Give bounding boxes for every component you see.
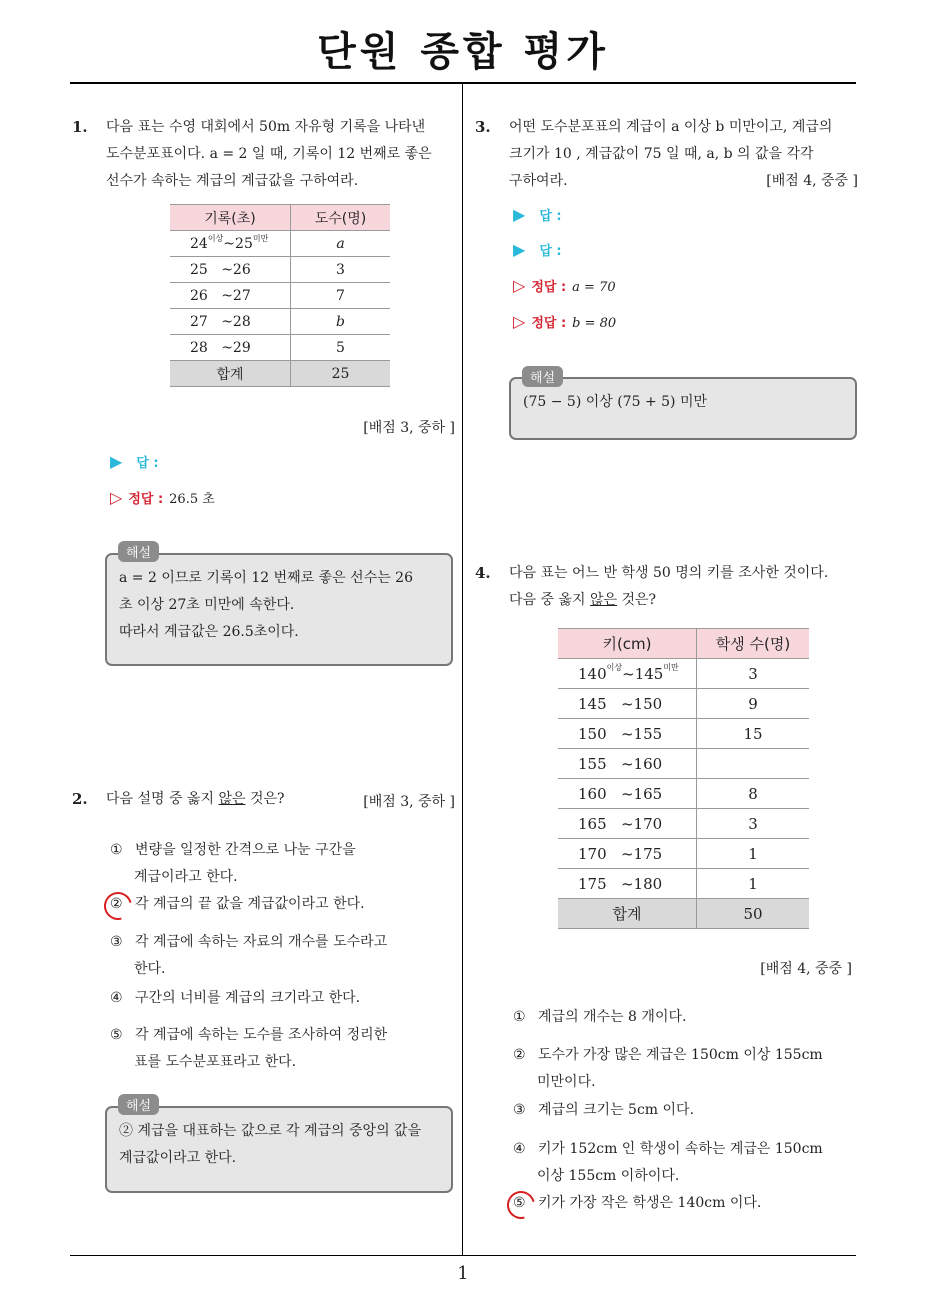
option-text: 계급의 개수는 8 개이다. bbox=[538, 1009, 687, 1025]
q1-text bbox=[106, 114, 451, 195]
q4-text-l2-end: 것은? bbox=[617, 592, 657, 608]
table-row bbox=[170, 283, 390, 309]
q3-number: 3. bbox=[475, 118, 491, 136]
frequency-cell: 8 bbox=[697, 779, 810, 809]
interval-to: 155 bbox=[633, 724, 663, 743]
frequency-cell: a bbox=[291, 231, 391, 257]
q2-explain-line2: 계급값이라고 한다. bbox=[119, 1150, 237, 1166]
q4-text bbox=[509, 560, 859, 614]
q1-table-header-record: 기록(초) bbox=[170, 205, 291, 231]
q1-correct-label: 정답 : bbox=[128, 492, 164, 507]
interval-to: 27 bbox=[232, 287, 251, 304]
q3-text-line3: 구하여라. bbox=[509, 173, 568, 189]
q4-points: [배점 4, 중중 ] bbox=[760, 961, 852, 977]
option-mark: ② bbox=[110, 896, 123, 912]
correct-arrow-icon: ▷ bbox=[513, 312, 526, 331]
q3-answer-line-2 bbox=[513, 240, 562, 259]
option-text: 각 계급에 속하는 자료의 개수를 도수라고 bbox=[135, 934, 388, 950]
frequency-cell: 15 bbox=[697, 719, 810, 749]
interval-from: 170 bbox=[578, 844, 607, 863]
q1-answer-label: 답 : bbox=[136, 456, 159, 471]
q4-table-body bbox=[558, 659, 809, 929]
class-interval-cell bbox=[558, 809, 697, 839]
q3-text-line2: 크기가 10 , 계급값이 75 일 때, a, b 의 값을 각각 bbox=[509, 146, 814, 162]
interval-tilde: ~ bbox=[620, 724, 634, 743]
interval-tilde: ~ bbox=[620, 874, 634, 893]
q3-correct-value-2: b = 80 bbox=[572, 316, 617, 331]
frequency-cell: 3 bbox=[291, 257, 391, 283]
page-number: 1 bbox=[457, 1263, 469, 1284]
interval-from: 27 bbox=[190, 313, 208, 330]
frequency-cell: 7 bbox=[291, 283, 391, 309]
q1-explain-line3: 따라서 계급값은 26.5초이다. bbox=[119, 624, 299, 640]
interval-from-suffix: 이상 bbox=[207, 233, 224, 243]
frequency-cell: 1 bbox=[697, 869, 810, 899]
q2-text-underlined: 않은 bbox=[218, 791, 246, 807]
total-value: 25 bbox=[291, 361, 391, 387]
total-label: 합계 bbox=[170, 361, 291, 387]
class-interval-cell bbox=[170, 335, 291, 361]
option-mark: ② bbox=[513, 1047, 526, 1063]
frequency-cell: 5 bbox=[291, 335, 391, 361]
correct-arrow-icon: ▷ bbox=[513, 276, 526, 295]
interval-from: 165 bbox=[578, 814, 607, 833]
q1-explain-line2: 초 이상 27초 미만에 속한다. bbox=[119, 597, 295, 613]
table-row bbox=[558, 779, 809, 809]
q1-explanation-tag: 해설 bbox=[118, 541, 159, 562]
answer-arrow-icon: ▶ bbox=[110, 452, 123, 471]
interval-from: 160 bbox=[578, 784, 607, 803]
interval-tilde: ~ bbox=[620, 694, 634, 713]
q3-correct-line-1 bbox=[513, 276, 616, 295]
class-interval-cell bbox=[558, 689, 697, 719]
q3-correct-line-2 bbox=[513, 312, 616, 331]
interval-tilde: ~ bbox=[620, 844, 634, 863]
interval-tilde: ~ bbox=[221, 261, 233, 278]
interval-tilde: ~ bbox=[223, 235, 236, 252]
table-total-row bbox=[558, 899, 809, 929]
correct-arrow-icon: ▷ bbox=[110, 488, 123, 507]
q2-option-2[interactable] bbox=[110, 891, 365, 918]
interval-to: 150 bbox=[633, 694, 663, 713]
table-row bbox=[170, 335, 390, 361]
interval-from: 28 bbox=[190, 339, 208, 356]
interval-tilde: ~ bbox=[620, 814, 634, 833]
q4-frequency-table bbox=[558, 628, 809, 929]
option-text-cont: 한다. bbox=[134, 961, 166, 977]
table-row bbox=[558, 839, 809, 869]
q2-option-4[interactable] bbox=[110, 985, 360, 1012]
class-interval-cell bbox=[170, 231, 291, 257]
table-row bbox=[170, 231, 390, 257]
option-text: 구간의 너비를 계급의 크기라고 한다. bbox=[135, 990, 361, 1006]
interval-to-suffix: 미만 bbox=[252, 233, 269, 243]
answer-arrow-icon: ▶ bbox=[513, 240, 526, 259]
q2-option-3[interactable] bbox=[110, 929, 387, 983]
interval-to-suffix: 미만 bbox=[663, 662, 679, 672]
answer-arrow-icon: ▶ bbox=[513, 205, 526, 224]
q4-option-4[interactable] bbox=[513, 1136, 823, 1190]
interval-tilde: ~ bbox=[622, 664, 635, 683]
q1-explanation-box bbox=[105, 553, 453, 666]
interval-tilde: ~ bbox=[221, 339, 233, 356]
frequency-cell: 1 bbox=[697, 839, 810, 869]
q1-answer-line bbox=[110, 452, 159, 471]
interval-tilde: ~ bbox=[221, 287, 233, 304]
q3-answer-line-1 bbox=[513, 205, 562, 224]
q2-text-end: 것은? bbox=[245, 791, 285, 807]
option-mark: ④ bbox=[110, 990, 123, 1006]
q4-text-underlined: 않은 bbox=[589, 592, 618, 608]
q2-explanation-box bbox=[105, 1106, 453, 1193]
interval-to: 175 bbox=[633, 844, 663, 863]
q1-points: [배점 3, 중하 ] bbox=[363, 420, 455, 436]
table-row bbox=[558, 659, 809, 689]
interval-to: 170 bbox=[633, 814, 663, 833]
q4-table-header-height: 키(cm) bbox=[558, 629, 697, 659]
q1-table-body bbox=[170, 231, 390, 387]
q3-correct-label-1: 정답 : bbox=[531, 280, 567, 295]
option-text: 도수가 가장 많은 계급은 150cm 이상 155cm bbox=[538, 1047, 823, 1063]
interval-tilde: ~ bbox=[620, 754, 634, 773]
q2-option-1[interactable] bbox=[110, 837, 356, 891]
q1-text-line3: 선수가 속하는 계급의 계급값을 구하여라. bbox=[106, 173, 359, 189]
option-mark: ⑤ bbox=[513, 1195, 526, 1211]
frequency-cell bbox=[697, 749, 810, 779]
table-row bbox=[170, 309, 390, 335]
table-row bbox=[558, 689, 809, 719]
class-interval-cell bbox=[558, 869, 697, 899]
total-value: 50 bbox=[697, 899, 810, 929]
q3-explanation-tag: 해설 bbox=[522, 366, 563, 387]
interval-tilde: ~ bbox=[221, 313, 233, 330]
interval-from: 24 bbox=[190, 235, 208, 252]
frequency-cell: 3 bbox=[697, 659, 810, 689]
column-divider bbox=[462, 84, 463, 1256]
bottom-rule bbox=[70, 1255, 856, 1256]
option-text-cont: 표를 도수분포표라고 한다. bbox=[134, 1054, 297, 1070]
q2-explanation-tag: 해설 bbox=[118, 1094, 159, 1115]
q3-explain-line1: (75 − 5) 이상 (75 + 5) 미만 bbox=[523, 394, 707, 410]
q1-table-header-count: 도수(명) bbox=[291, 205, 391, 231]
q4-option-1[interactable] bbox=[513, 1004, 686, 1031]
q1-text-line1: 다음 표는 수영 대회에서 50m 자유형 기록을 나타낸 bbox=[106, 119, 426, 135]
q1-explain-line1: a = 2 이므로 기록이 12 번째로 좋은 선수는 26 bbox=[119, 570, 414, 586]
q3-explanation-box bbox=[509, 377, 857, 440]
q1-text-line2: 도수분포표이다. a = 2 일 때, 기록이 12 번째로 좋은 bbox=[106, 146, 432, 162]
option-mark: ④ bbox=[513, 1141, 526, 1157]
q3-text-line1: 어떤 도수분포표의 계급이 a 이상 b 미만이고, 계급의 bbox=[509, 119, 833, 135]
frequency-cell: b bbox=[291, 309, 391, 335]
q2-text bbox=[106, 786, 285, 813]
interval-from: 25 bbox=[190, 261, 208, 278]
option-text: 변량을 일정한 간격으로 나눈 구간을 bbox=[135, 842, 356, 858]
class-interval-cell bbox=[558, 749, 697, 779]
q4-text-line2 bbox=[509, 587, 859, 614]
interval-from: 155 bbox=[578, 754, 607, 773]
interval-to: 29 bbox=[232, 339, 251, 356]
table-total-row bbox=[170, 361, 390, 387]
q2-explain-line1: ② 계급을 대표하는 값으로 각 계급의 중앙의 값을 bbox=[119, 1123, 422, 1139]
q4-option-3[interactable] bbox=[513, 1097, 694, 1124]
q2-text-start: 다음 설명 중 옳지 bbox=[106, 791, 219, 807]
total-label: 합계 bbox=[558, 899, 697, 929]
q3-correct-value-1: a = 70 bbox=[572, 280, 616, 295]
interval-to: 25 bbox=[235, 235, 253, 252]
class-interval-cell bbox=[558, 779, 697, 809]
interval-from: 175 bbox=[578, 874, 607, 893]
option-mark: ① bbox=[513, 1009, 526, 1025]
interval-to: 160 bbox=[633, 754, 663, 773]
option-text-cont: 미만이다. bbox=[537, 1074, 596, 1090]
table-row bbox=[558, 719, 809, 749]
q1-number: 1. bbox=[72, 118, 88, 136]
option-text-cont: 이상 155cm 이하이다. bbox=[537, 1168, 680, 1184]
interval-to: 165 bbox=[633, 784, 663, 803]
class-interval-cell bbox=[170, 257, 291, 283]
option-text: 계급의 크기는 5cm 이다. bbox=[538, 1102, 695, 1118]
table-row bbox=[170, 257, 390, 283]
q3-correct-label-2: 정답 : bbox=[531, 316, 567, 331]
interval-from: 150 bbox=[578, 724, 607, 743]
q4-text-line1: 다음 표는 어느 반 학생 50 명의 키를 조사한 것이다. bbox=[509, 565, 829, 581]
page-title: 단원 종합 평가 bbox=[317, 29, 609, 75]
q2-number: 2. bbox=[72, 790, 88, 808]
q1-correct-value: 26.5 초 bbox=[169, 492, 215, 507]
q3-points: [배점 4, 중중 ] bbox=[766, 173, 858, 189]
q1-correct-line bbox=[110, 488, 215, 507]
class-interval-cell bbox=[558, 719, 697, 749]
frequency-cell: 3 bbox=[697, 809, 810, 839]
q2-option-5[interactable] bbox=[110, 1022, 387, 1076]
interval-tilde: ~ bbox=[620, 784, 634, 803]
option-mark: ⑤ bbox=[110, 1027, 123, 1043]
interval-from: 26 bbox=[190, 287, 208, 304]
option-mark: ③ bbox=[110, 934, 123, 950]
q4-table-header-count: 학생 수(명) bbox=[697, 629, 810, 659]
class-interval-cell bbox=[170, 283, 291, 309]
interval-to: 145 bbox=[634, 664, 664, 683]
option-mark: ③ bbox=[513, 1102, 526, 1118]
class-interval-cell bbox=[558, 659, 697, 689]
top-rule bbox=[70, 82, 856, 84]
q3-answer-label-1: 답 : bbox=[539, 209, 562, 224]
q1-frequency-table bbox=[170, 204, 390, 387]
q3-answer-label-2: 답 : bbox=[539, 244, 562, 259]
q2-points: [배점 3, 중하 ] bbox=[363, 794, 455, 810]
interval-to: 180 bbox=[633, 874, 663, 893]
option-text: 키가 152cm 인 학생이 속하는 계급은 150cm bbox=[538, 1141, 823, 1157]
interval-from: 145 bbox=[578, 694, 607, 713]
class-interval-cell bbox=[170, 309, 291, 335]
table-row bbox=[558, 749, 809, 779]
q4-option-2[interactable] bbox=[513, 1042, 823, 1096]
interval-to: 26 bbox=[232, 261, 251, 278]
table-row bbox=[558, 869, 809, 899]
q4-option-5[interactable] bbox=[513, 1190, 761, 1217]
option-text: 키가 가장 작은 학생은 140cm 이다. bbox=[538, 1195, 762, 1211]
interval-to: 28 bbox=[232, 313, 251, 330]
q4-text-l2-start: 다음 중 옳지 bbox=[509, 592, 590, 608]
q4-number: 4. bbox=[475, 564, 491, 582]
option-mark: ① bbox=[110, 842, 123, 858]
frequency-cell: 9 bbox=[697, 689, 810, 719]
table-row bbox=[558, 809, 809, 839]
class-interval-cell bbox=[558, 839, 697, 869]
interval-from-suffix: 이상 bbox=[606, 662, 623, 672]
interval-from: 140 bbox=[578, 664, 607, 683]
option-text: 각 계급에 속하는 도수를 조사하여 정리한 bbox=[135, 1027, 388, 1043]
option-text: 각 계급의 끝 값을 계급값이라고 한다. bbox=[135, 896, 365, 912]
option-text-cont: 계급이라고 한다. bbox=[134, 869, 238, 885]
